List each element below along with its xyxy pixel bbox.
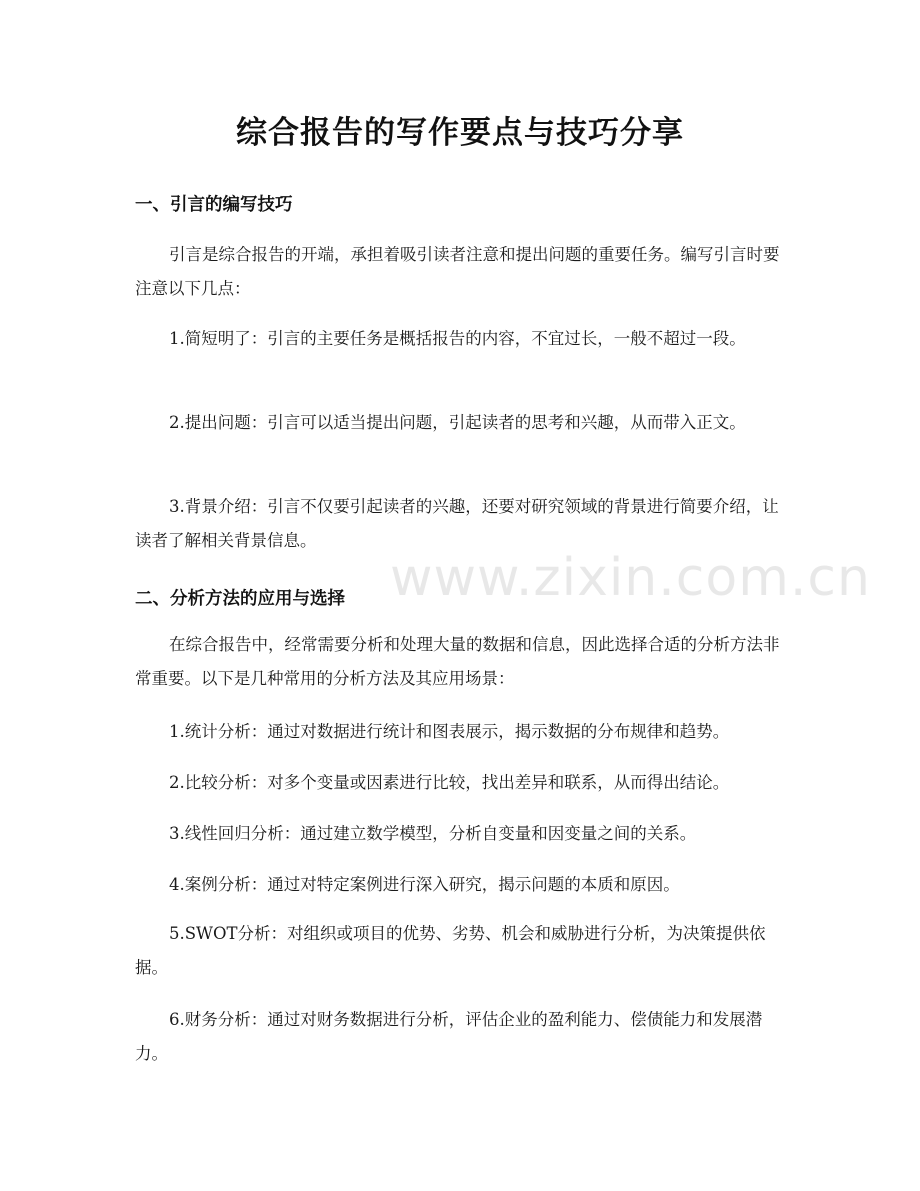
paragraph-introduction-point-3: 3.背景介绍：引言不仅要引起读者的兴趣，还要对研究领域的背景进行简要介绍，让读者了解相关背景信息。 [135, 497, 779, 550]
paragraph-analysis-method-3: 3.线性回归分析：通过建立数学模型，分析自变量和因变量之间的关系。 [169, 824, 697, 843]
paragraph-analysis-method-4: 4.案例分析：通过对特定案例进行深入研究，揭示问题的本质和原因。 [169, 875, 680, 894]
watermark: www.zixin.com.cn [390, 548, 871, 608]
paragraph-analysis-method-2: 2.比较分析：对多个变量或因素进行比较，找出差异和联系，从而得出结论。 [169, 773, 730, 792]
paragraph-analysis-method-5: 5.SWOT分析：对组织或项目的优势、劣势、机会和威胁进行分析，为决策提供依据。 [135, 924, 766, 977]
paragraph-analysis-method-1: 1.统计分析：通过对数据进行统计和图表展示，揭示数据的分布规律和趋势。 [169, 722, 730, 741]
paragraph-introduction-point-1: 1.简短明了：引言的主要任务是概括报告的内容，不宜过长，一般不超过一段。 [169, 329, 746, 348]
paragraph-introduction-overview: 引言是综合报告的开端，承担着吸引读者注意和提出问题的重要任务。编写引言时要注意以下几点： [135, 245, 780, 298]
paragraph-introduction-point-2: 2.提出问题：引言可以适当提出问题，引起读者的思考和兴趣，从而带入正文。 [169, 413, 746, 432]
document-title: 综合报告的写作要点与技巧分享 [236, 115, 684, 151]
section-heading-analysis-methods: 二、分析方法的应用与选择 [135, 589, 345, 609]
paragraph-analysis-overview: 在综合报告中，经常需要分析和处理大量的数据和信息，因此选择合适的分析方法非常重要。以下是几种常用的分析方法及其应用场景： [135, 635, 780, 688]
section-heading-introduction: 一、引言的编写技巧 [135, 195, 293, 215]
paragraph-analysis-method-6: 6.财务分析：通过对财务数据进行分析，评估企业的盈利能力、偿债能力和发展潜力。 [135, 1010, 763, 1063]
